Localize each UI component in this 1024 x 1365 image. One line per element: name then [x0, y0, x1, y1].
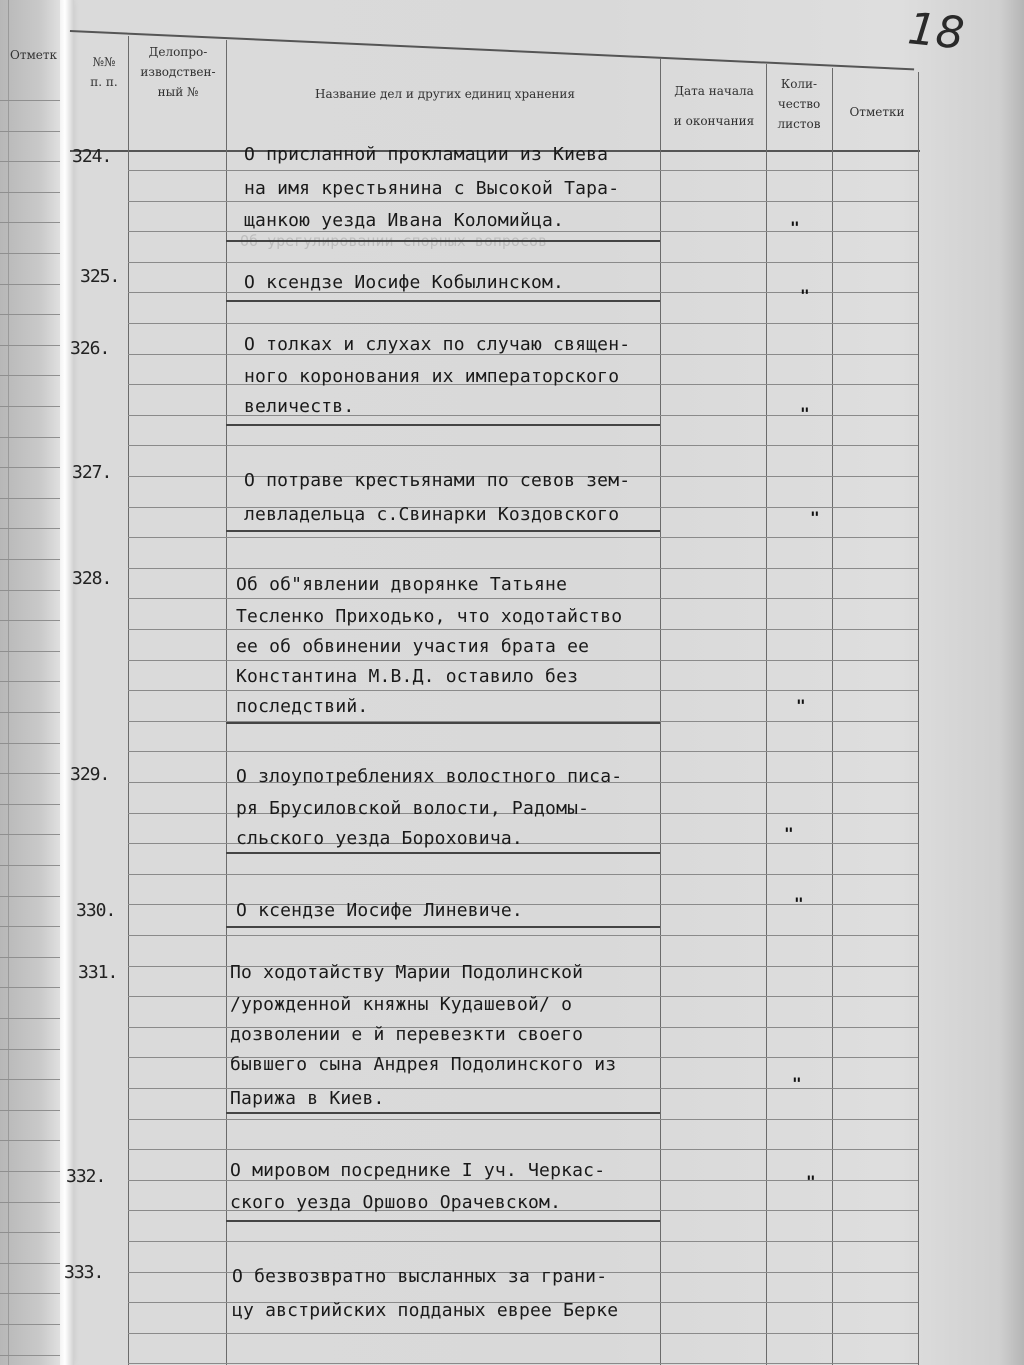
- entry-title-line: О злоупотреблениях волостного писа-: [236, 766, 623, 787]
- ruled-line: [128, 935, 918, 936]
- column-rule-4: [766, 64, 767, 1365]
- ruled-line: [128, 1333, 918, 1334]
- entry-divider: [226, 926, 660, 928]
- previous-page-ruled-line: [0, 131, 66, 132]
- previous-page-edge: [0, 0, 66, 1365]
- entry-divider: [226, 852, 660, 854]
- previous-page-ruled-line: [0, 284, 66, 285]
- entry-sheets: ": [792, 1074, 802, 1093]
- previous-page-ruled-line: [0, 1232, 66, 1233]
- previous-page-ruled-line: [0, 957, 66, 958]
- previous-page-ruled-line: [0, 1293, 66, 1294]
- entry-divider: [226, 424, 660, 426]
- ruled-line: [128, 874, 918, 875]
- entry-title-line: О ксендзе Иосифе Кобылинском.: [244, 272, 565, 293]
- entry-title-line: О присланной прокламации из Киева: [244, 144, 609, 165]
- previous-page-ruled-line: [0, 375, 66, 376]
- previous-page-ruled-line: [0, 1110, 66, 1111]
- entry-title-line: О ксендзе Иосифе Линевиче.: [236, 900, 523, 921]
- previous-page-ruled-line: [0, 314, 66, 315]
- entry-title-line: О мировом посреднике I уч. Черкас-: [230, 1160, 606, 1181]
- ruled-line: [128, 660, 918, 661]
- previous-page-ruled-line: [0, 1018, 66, 1019]
- entry-sheets: ": [796, 696, 806, 715]
- entry-sheets: ": [806, 1172, 816, 1191]
- ruled-line: [128, 598, 918, 599]
- entry-title-line: ря Брусиловской волости, Радомы-: [236, 798, 590, 819]
- ruled-line: [128, 690, 918, 691]
- previous-page-ruled-line: [0, 1079, 66, 1080]
- entry-number: 332.: [66, 1166, 106, 1187]
- previous-page-ruled-line: [0, 681, 66, 682]
- ruled-line: [128, 1241, 918, 1242]
- entry-title-line: Константина М.В.Д. оставило без: [236, 666, 579, 687]
- previous-page-ruled-line: [0, 1049, 66, 1050]
- ruled-line: [128, 323, 918, 324]
- entry-sheets: ": [800, 286, 810, 305]
- previous-page-ruled-line: [0, 253, 66, 254]
- bleed-through-text: Об урегулировании спорных вопросов: [240, 232, 548, 250]
- column-rule-2: [226, 40, 227, 1365]
- entry-title-line: По ходотайству Марии Подолинской: [230, 962, 584, 983]
- entry-sheets: ": [810, 508, 820, 527]
- ruled-line: [128, 170, 918, 171]
- ruled-line: [128, 537, 918, 538]
- entry-title-line: цу австрийских подданых еврее Берке: [232, 1300, 619, 1321]
- entry-title-line: ее об обвинении участия брата ее: [236, 636, 590, 657]
- entry-number: 325.: [80, 266, 120, 287]
- previous-page-ruled-line: [0, 834, 66, 835]
- header-sheets: Коли- чество листов: [777, 77, 821, 131]
- entry-divider: [226, 300, 660, 302]
- previous-page-ruled-line: [0, 926, 66, 927]
- entry-divider: [226, 722, 660, 724]
- previous-page-ruled-line: [0, 804, 66, 805]
- entry-title-line: Парижа в Киев.: [230, 1088, 385, 1109]
- previous-page-ruled-line: [0, 498, 66, 499]
- ruled-line: [128, 262, 918, 263]
- ruled-line: [128, 568, 918, 569]
- entry-title-line: величеств.: [244, 396, 355, 417]
- entry-title-line: дозволении е й перевезкти своего: [230, 1024, 584, 1045]
- previous-page-header: Отметк: [10, 48, 58, 62]
- previous-page-ruled-line: [0, 192, 66, 193]
- entry-title-line: ного коронования их императорского: [244, 366, 620, 387]
- entry-number: 330.: [76, 900, 116, 921]
- previous-page-ruled-line: [0, 1324, 66, 1325]
- previous-page-ruled-line: [0, 590, 66, 591]
- entry-sheets: ": [800, 404, 810, 423]
- entry-number: 328.: [72, 568, 112, 589]
- entry-title-line: левладельца с.Свинарки Коздовского: [244, 504, 620, 525]
- header-title: Название дел и других единиц хранения: [314, 87, 575, 101]
- entry-title-line: ского уезда Оршово Орачевском.: [230, 1192, 562, 1213]
- entry-title-line: на имя крестьянина с Высокой Тара-: [244, 178, 620, 199]
- previous-page-ruled-line: [0, 896, 66, 897]
- entry-sheets: ": [784, 824, 794, 843]
- entry-title-line: последствий.: [236, 696, 369, 717]
- previous-page-ruled-line: [0, 222, 66, 223]
- previous-page-ruled-line: [0, 743, 66, 744]
- header-record-no: Делопро- изводствен- ный №: [140, 45, 216, 99]
- header-notes: Отметки: [849, 105, 905, 119]
- previous-page-ruled-line: [0, 161, 66, 162]
- previous-page-ruled-line: [0, 100, 66, 101]
- entry-title-line: сльского уезда Бороховича.: [236, 828, 523, 849]
- previous-page-ruled-line: [0, 528, 66, 529]
- entry-number: 326.: [70, 338, 110, 359]
- entry-title-line: Тесленко Приходько, что ходотайство: [236, 606, 623, 627]
- previous-page-ruled-line: [0, 1355, 66, 1356]
- entry-title-line: О толках и слухах по случаю священ-: [244, 334, 631, 355]
- entry-number: 329.: [70, 764, 110, 785]
- entry-sheets: ": [790, 218, 800, 237]
- entry-number: 331.: [78, 962, 118, 983]
- ruled-line: [128, 1363, 918, 1364]
- previous-page-ruled-line: [0, 1140, 66, 1141]
- previous-page-ruled-line: [0, 651, 66, 652]
- entry-title-line: О безвозвратно высланных за грани-: [232, 1266, 608, 1287]
- header-num: №№ п. п.: [90, 55, 118, 89]
- previous-page-rule: [8, 0, 9, 1365]
- column-rule-3: [660, 58, 661, 1365]
- entry-title-line: О потраве крестьянами по севов зем-: [244, 470, 631, 491]
- entry-sheets: ": [794, 894, 804, 913]
- previous-page-ruled-line: [0, 712, 66, 713]
- header-dates: Дата начала и окончания: [673, 84, 755, 128]
- ruled-line: [128, 1149, 918, 1150]
- previous-page-ruled-line: [0, 620, 66, 621]
- ruled-line: [128, 201, 918, 202]
- entry-title-line: бывшего сына Андрея Подолинского из: [230, 1054, 617, 1075]
- column-rule-6: [918, 72, 919, 1365]
- previous-page-ruled-line: [0, 773, 66, 774]
- ruled-line: [128, 445, 918, 446]
- previous-page-ruled-line: [0, 345, 66, 346]
- entry-title-line: Об об"явлении дворянке Татьяне: [236, 574, 568, 595]
- previous-page-ruled-line: [0, 406, 66, 407]
- entry-divider: [226, 1220, 660, 1222]
- entry-number: 324.: [72, 146, 112, 167]
- entry-number: 333.: [64, 1262, 104, 1283]
- ruled-line: [128, 1119, 918, 1120]
- previous-page-ruled-line: [0, 865, 66, 866]
- column-rule-1: [128, 36, 129, 1365]
- entry-title-line: /урожденной княжны Кудашевой/ о: [230, 994, 573, 1015]
- previous-page-ruled-line: [0, 559, 66, 560]
- entry-number: 327.: [72, 462, 112, 483]
- previous-page-ruled-line: [0, 987, 66, 988]
- previous-page-ruled-line: [0, 1202, 66, 1203]
- entry-divider: [226, 1112, 660, 1114]
- book-binding-fold: [60, 0, 74, 1365]
- previous-page-ruled-line: [0, 467, 66, 468]
- previous-page-ruled-line: [0, 437, 66, 438]
- ruled-line: [128, 751, 918, 752]
- page-number: 18: [905, 3, 967, 60]
- entry-title-line: щанкою уезда Ивана Коломийца.: [244, 210, 565, 231]
- ruled-line: [128, 629, 918, 630]
- entry-divider: [226, 530, 660, 532]
- previous-page-ruled-line: [0, 1263, 66, 1264]
- previous-page-ruled-line: [0, 1171, 66, 1172]
